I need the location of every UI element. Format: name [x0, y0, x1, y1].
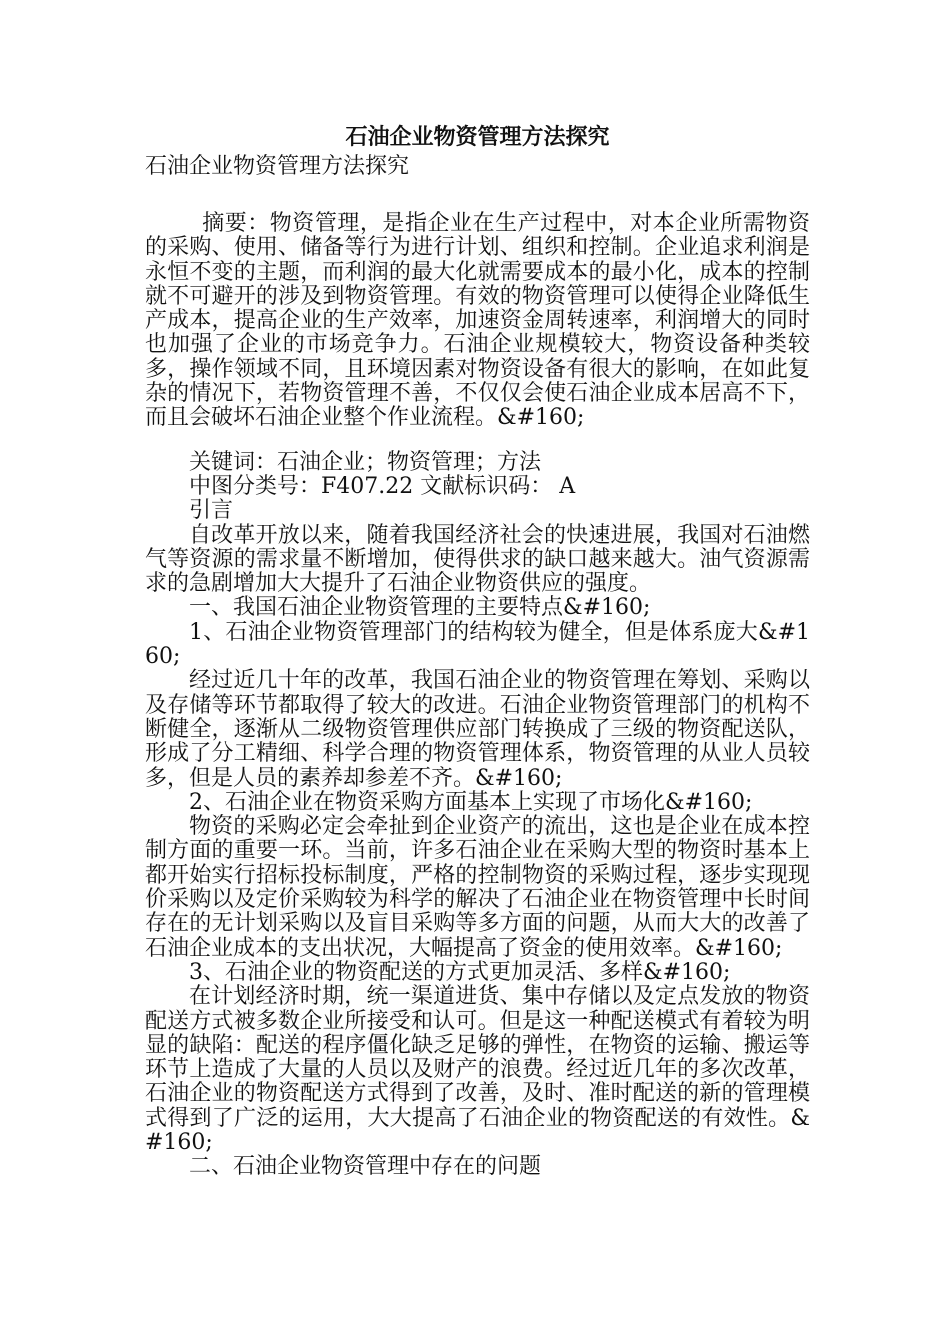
intro-paragraph: 自改革开放以来，随着我国经济社会的快速进展，我国对石油燃气等资源的需求量不断增加，使得供求的缺口越来越大。油气资源需求的急剧增加大大提升了石油企业物资供应的强度。 [145, 522, 810, 597]
subsection-heading-3: 3、石油企业的物资配送的方式更加灵活、多样&#160; [189, 959, 731, 985]
section-heading-1: 一、我国石油企业物资管理的主要特点&#160; [189, 595, 651, 621]
document-page [145, 122, 810, 1180]
abstract-paragraph: 摘要：物资管理，是指企业在生产过程中，对本企业所需物资的采购、使用、储备等行为进行计划、组织和控制。企业追求利润是永恒不变的主题，而利润的最大化就需要成本的最小化，成本的控制就不可避开的涉及到物资管理。有效的物资管理可以使得企业降低生产成本，提高企业的生产效率，加速资金周转速率，利润增大的同时也加强了企业的市场竞争力。石油企业规模较大，物资设备种类较多，操作领域不同，且环境因素对物资设备有很大的影响，在如此复杂的情况下，若物资管理不善，不仅仅会使石油企业成本居高不下，而且会破坏石油企业整个作业流程。&#160; [145, 211, 810, 431]
document-title: 石油企业物资管理方法探究 [345, 124, 610, 150]
subsection-paragraph-2: 物资的采购必定会牵扯到企业资产的流出，这也是企业在成本控制方面的重要一环。当前，许多石油企业在采购大型的物资时基本上都开始实行招标投标制度，严格的控制物资的采购过程，逐步实现现价采购以及定价采购较为科学的解决了石油企业在物资管理中长时间存在的无计划采购以及盲目采购等多方面的问题，从而大大的改善了石油企业成本的支出状况，大幅提高了资金的使用效率。&#160; [145, 814, 810, 961]
subsection-heading-1: 1、石油企业物资管理部门的结构较为健全，但是体系庞大&#160; [145, 619, 810, 670]
subsection-heading-2: 2、石油企业在物资采购方面基本上实现了市场化&#160; [189, 789, 753, 815]
subsection-paragraph-3: 在计划经济时期，统一渠道进货、集中存储以及定点发放的物资配送方式被多数企业所接受和认可。但是这一种配送模式有着较为明显的缺陷：配送的程序僵化缺乏足够的弹性，在物资的运输、搬运等环节上造成了大量的人员以及财产的浪费。经过近几年的多次改革，石油企业的物资配送方式得到了改善，及时、准时配送的新的管理模式得到了广泛的运用，大大提高了石油企业的物资配送的有效性。&#160; [145, 984, 810, 1155]
document-subtitle: 石油企业物资管理方法探究 [145, 154, 410, 179]
section-heading-2: 二、石油企业物资管理中存在的问题 [189, 1154, 542, 1180]
keywords-line: 关键词：石油企业；物资管理；方法 [189, 449, 542, 475]
subsection-paragraph-1: 经过近几十年的改革，我国石油企业的物资管理在筹划、采购以及存储等环节都取得了较大的改进。石油企业物资管理部门的机构不断健全，逐渐从二级物资管理供应部门转换成了三级的物资配送队，形成了分工精细、科学合理的物资管理体系，物资管理的从业人员较多，但是人员的素养却参差不齐。&#160; [145, 668, 810, 791]
classification-line: 中图分类号：F407.22 文献标识码： A [189, 473, 576, 499]
intro-heading: 引言 [189, 498, 234, 524]
spacer [145, 431, 810, 451]
